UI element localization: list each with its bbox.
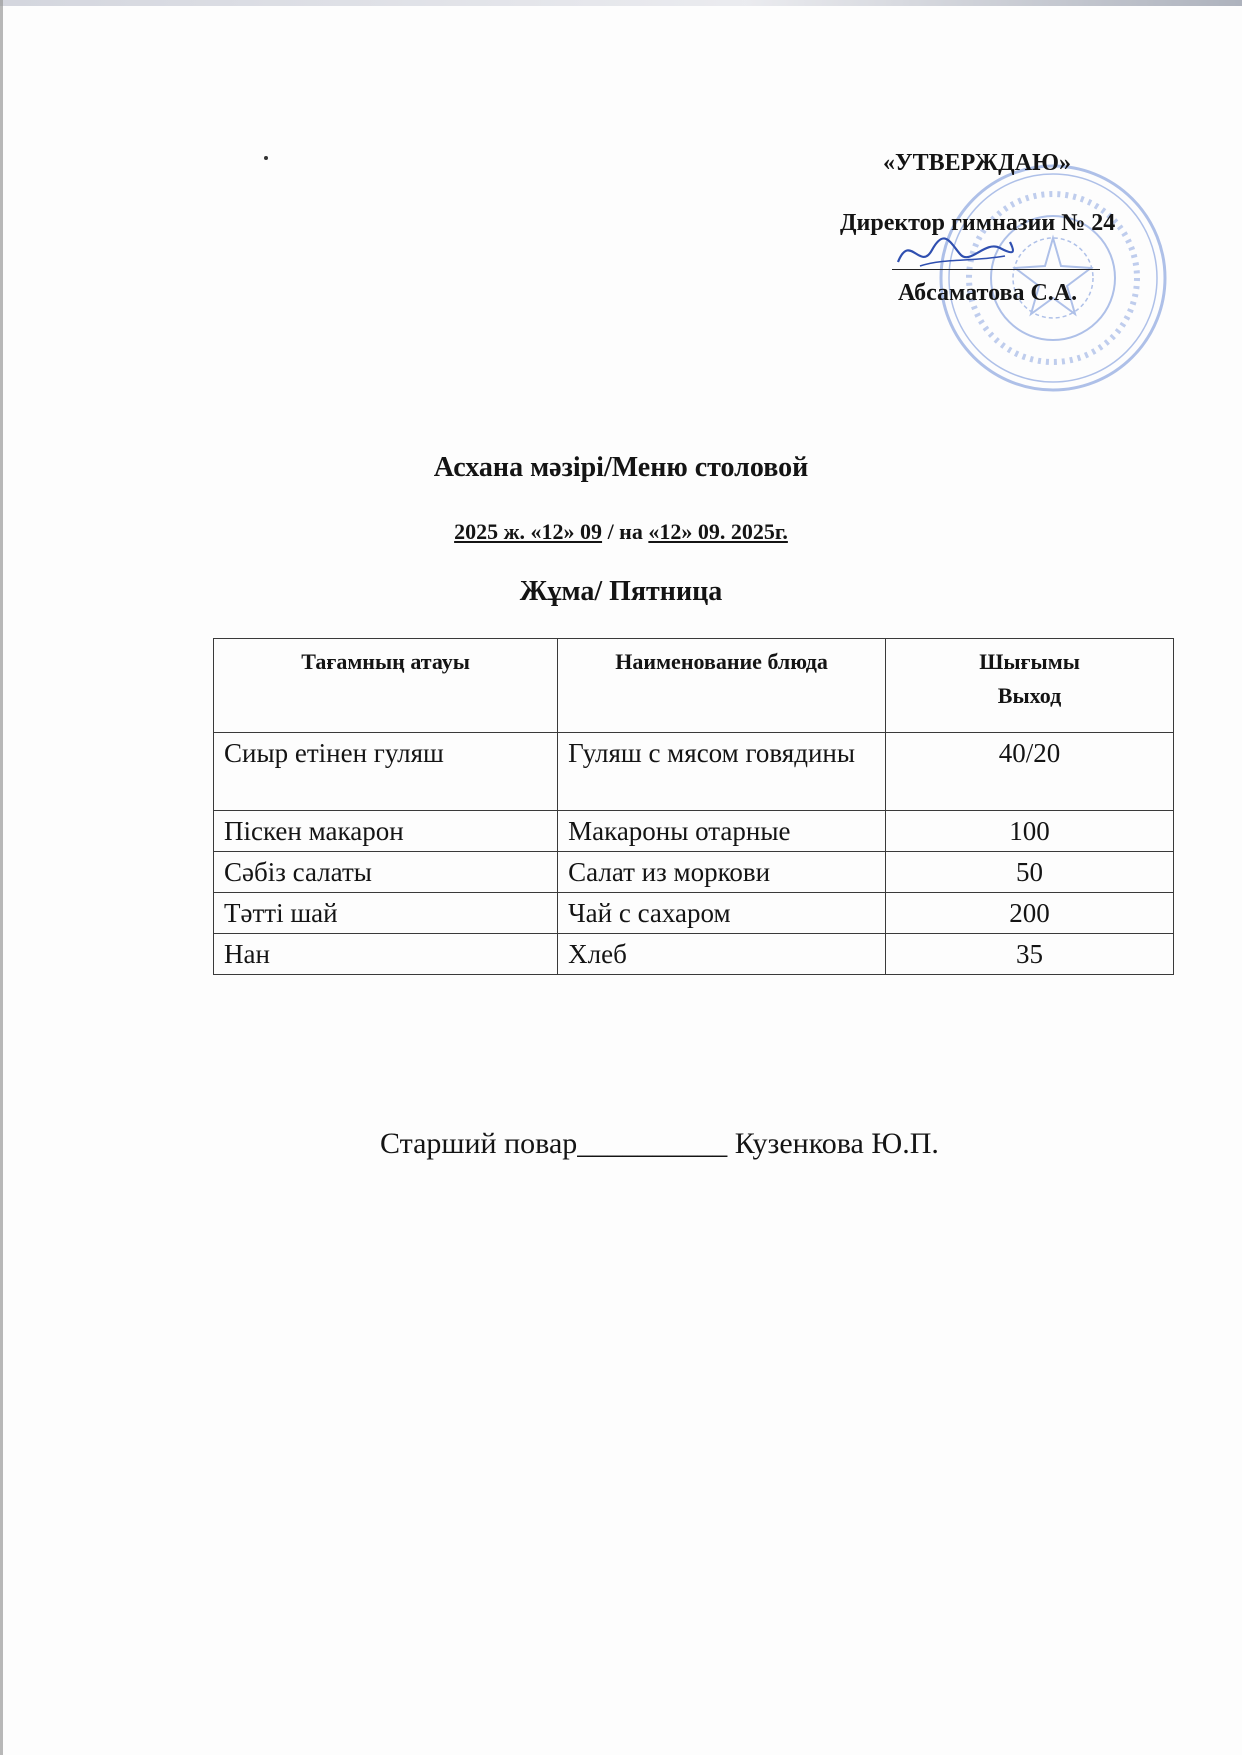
col-header-yield-kz: Шығымы [979, 649, 1080, 674]
approval-role: Директор гимназии № 24 [840, 210, 1116, 236]
menu-table [213, 638, 1174, 975]
dish-kz: Тәтті шай [214, 893, 558, 934]
menu-date [0, 519, 1242, 545]
approval-title: «УТВЕРЖДАЮ» [883, 150, 1072, 176]
dish-yield: 35 [886, 934, 1174, 975]
date-ru: «12» 09. 2025г. [648, 519, 788, 544]
approval-block [790, 140, 1190, 390]
dish-kz: Піскен макарон [214, 811, 558, 852]
scan-edge-left [0, 0, 3, 1755]
weekday: Жұма/ Пятница [519, 576, 723, 607]
dish-yield: 40/20 [886, 733, 1174, 811]
approval-name: Абсаматова С.А. [898, 280, 1078, 306]
table-row [214, 893, 1174, 934]
scan-edge-top [0, 0, 1242, 6]
col-header-yield-ru: Выход [997, 683, 1062, 708]
col-header-kz: Тағамның атауы [214, 639, 558, 733]
dish-ru: Чай с сахаром [558, 893, 886, 934]
table-row [214, 852, 1174, 893]
page-title: Асхана мәзірі/Меню столовой [433, 452, 809, 483]
date-separator: / на [602, 519, 649, 544]
scan-speck [264, 156, 268, 160]
dish-ru: Гуляш с мясом говядины [558, 733, 886, 811]
table-row [214, 934, 1174, 975]
table-row [214, 733, 1174, 811]
dish-ru: Макароны отарные [558, 811, 886, 852]
date-kz: 2025 ж. «12» 09 [454, 519, 603, 544]
chef-signature-line: Старший повар__________ Кузенкова Ю.П. [380, 1127, 939, 1160]
col-header-ru: Наименование блюда [558, 639, 886, 733]
col-header-yield [886, 639, 1174, 733]
table-row [214, 811, 1174, 852]
dish-ru: Салат из моркови [558, 852, 886, 893]
dish-yield: 100 [886, 811, 1174, 852]
dish-ru: Хлеб [558, 934, 886, 975]
dish-kz: Сәбіз салаты [214, 852, 558, 893]
table-header-row [214, 639, 1174, 733]
dish-kz: Сиыр етінен гуляш [214, 733, 558, 811]
signature-line [892, 269, 1100, 270]
dish-kz: Нан [214, 934, 558, 975]
dish-yield: 50 [886, 852, 1174, 893]
dish-yield: 200 [886, 893, 1174, 934]
